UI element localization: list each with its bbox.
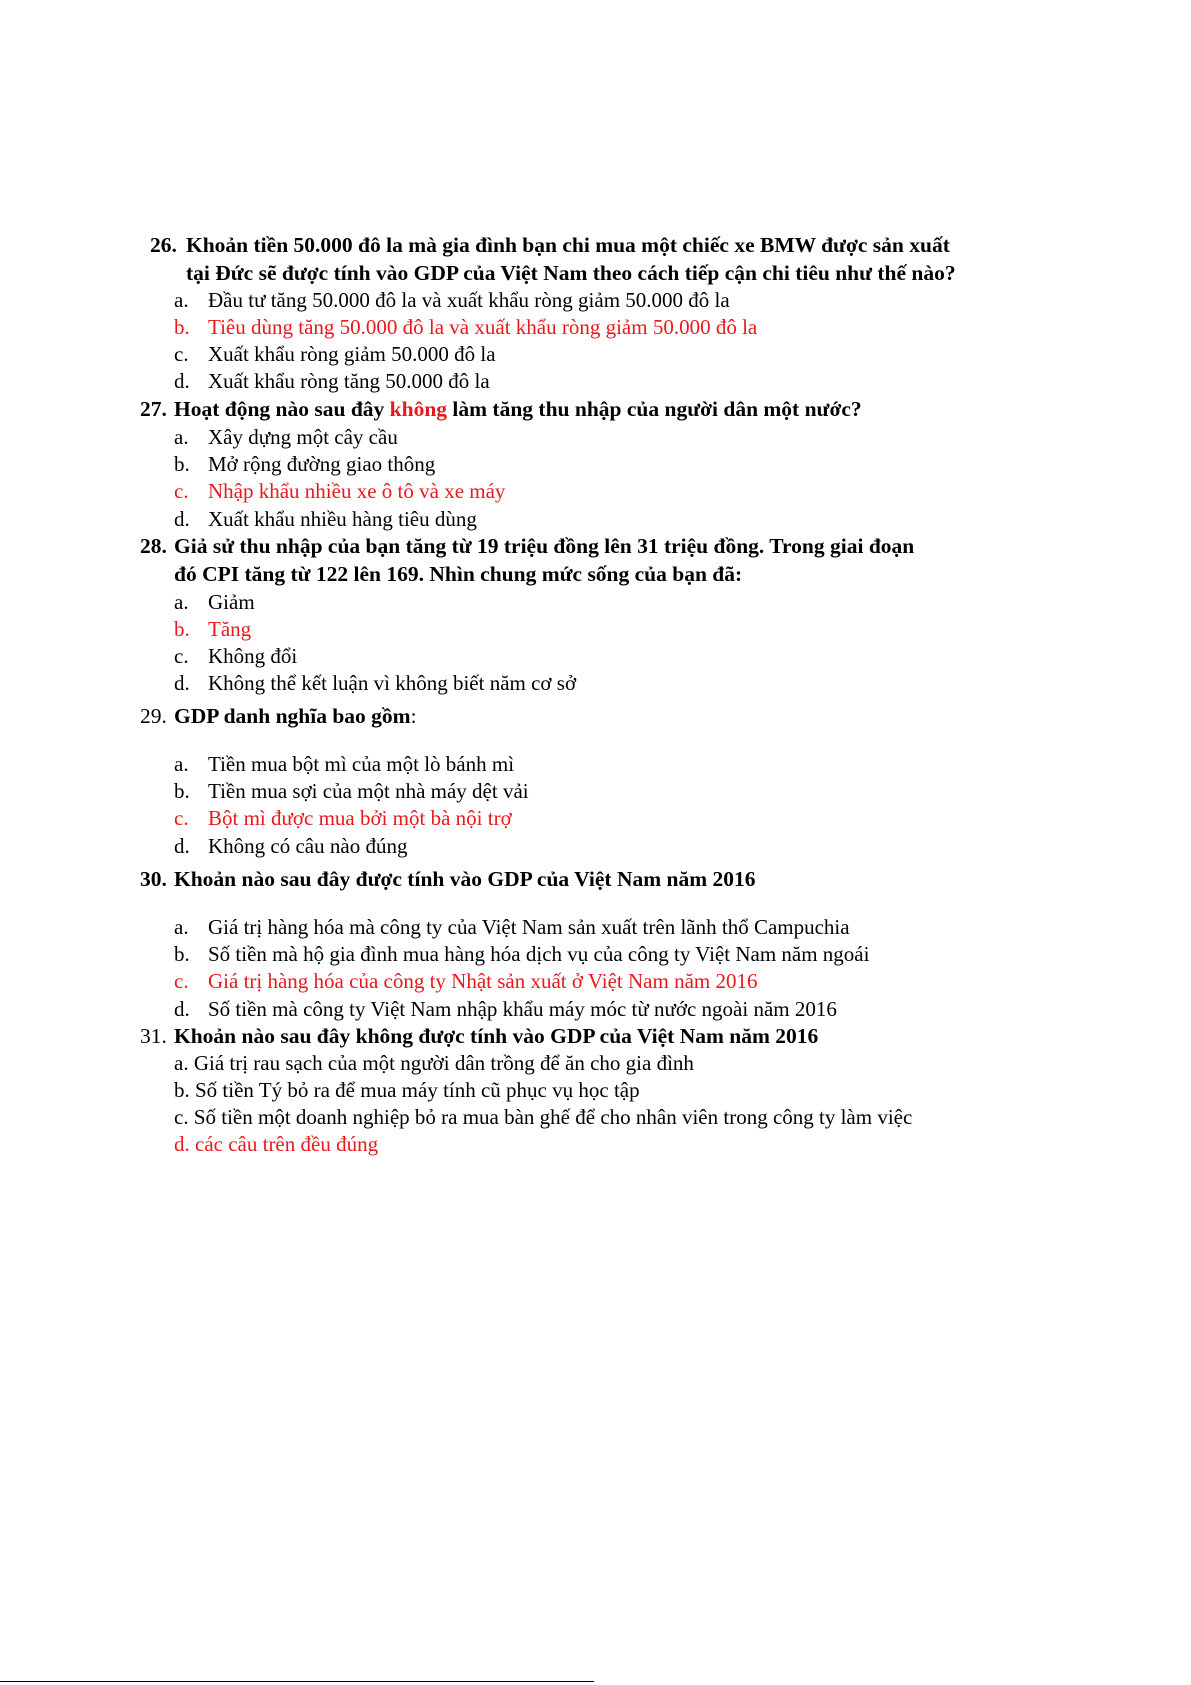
question-29-line: 29. GDP danh nghĩa bao gồm: <box>140 704 417 728</box>
option-b: b. Mở rộng đường giao thông <box>174 452 436 476</box>
option-b-correct: b. Tiêu dùng tăng 50.000 đô la và xuất khẩu ròng giảm 50.000 đô la <box>174 315 758 339</box>
question-31-line: 31. Khoản nào sau đây không được tính vào GDP của Việt Nam năm 2016 <box>140 1024 819 1048</box>
option-a: a. Giá trị hàng hóa mà công ty của Việt Nam sản xuất trên lãnh thổ Campuchia <box>174 915 850 939</box>
option-d: d. Không có câu nào đúng <box>174 834 408 858</box>
option-c: c. Xuất khẩu ròng giảm 50.000 đô la <box>174 342 496 366</box>
question-28-line-2: đó CPI tăng từ 122 lên 169. Nhìn chung mức sống của bạn đã: <box>174 562 743 586</box>
option-d: d. Không thể kết luận vì không biết năm cơ sở <box>174 671 577 695</box>
option-a: a. Tiền mua bột mì của một lò bánh mì <box>174 752 515 776</box>
option-c: c. Không đổi <box>174 644 298 668</box>
option-b: b. Số tiền mà hộ gia đình mua hàng hóa dịch vụ của công ty Việt Nam năm ngoái <box>174 942 870 966</box>
option-b: b. Tiền mua sợi của một nhà máy dệt vải <box>174 779 529 803</box>
footer-divider <box>0 1681 594 1682</box>
option-d: d. Xuất khẩu ròng tăng 50.000 đô la <box>174 369 490 393</box>
option-c-correct: c. Giá trị hàng hóa của công ty Nhật sản xuất ở Việt Nam năm 2016 <box>174 969 758 993</box>
question-number: 30. <box>140 867 167 891</box>
option-b: b. Số tiền Tý bỏ ra để mua máy tính cũ phục vụ học tập <box>174 1078 640 1102</box>
option-c: c. Số tiền một doanh nghiệp bỏ ra mua bàn ghế để cho nhân viên trong công ty làm việc <box>174 1105 913 1129</box>
question-26-line-2: tại Đức sẽ được tính vào GDP của Việt Nam theo cách tiếp cận chi tiêu như thế nào? <box>186 261 956 285</box>
keyword-highlight: không <box>389 397 448 421</box>
option-c-correct: c. Nhập khẩu nhiều xe ô tô và xe máy <box>174 479 506 503</box>
option-d-correct: d. các câu trên đều đúng <box>174 1132 379 1156</box>
question-number: 26. <box>150 233 177 257</box>
question-number: 27. <box>140 397 167 421</box>
option-a: a. Đầu tư tăng 50.000 đô la và xuất khẩu ròng giảm 50.000 đô la <box>174 288 730 312</box>
question-number: 31. <box>140 1024 167 1048</box>
question-number: 29. <box>140 704 167 728</box>
option-d: d. Xuất khẩu nhiều hàng tiêu dùng <box>174 507 477 531</box>
question-27-line: 27. Hoạt động nào sau đây không làm tăng thu nhập của người dân một nước? <box>140 397 862 421</box>
question-30-line: 30. Khoản nào sau đây được tính vào GDP của Việt Nam năm 2016 <box>140 867 756 891</box>
option-d: d. Số tiền mà công ty Việt Nam nhập khẩu máy móc từ nước ngoài năm 2016 <box>174 997 837 1021</box>
question-text: Khoản tiền 50.000 đô la mà gia đình bạn chi mua một chiếc xe BMW được sản xuất <box>186 233 950 257</box>
option-a: a. Xây dựng một cây cầu <box>174 425 398 449</box>
question-number: 28. <box>140 534 167 558</box>
question-28-line-1: 28. Giả sử thu nhập của bạn tăng từ 19 triệu đồng lên 31 triệu đồng. Trong giai đoạn <box>140 534 915 558</box>
option-c-correct: c. Bột mì được mua bởi một bà nội trợ <box>174 806 512 830</box>
option-a: a. Giảm <box>174 590 255 614</box>
question-26-line-1 <box>150 232 950 259</box>
option-a: a. Giá trị rau sạch của một người dân trồng để ăn cho gia đình <box>174 1051 694 1075</box>
option-b-correct: b. Tăng <box>174 617 252 641</box>
